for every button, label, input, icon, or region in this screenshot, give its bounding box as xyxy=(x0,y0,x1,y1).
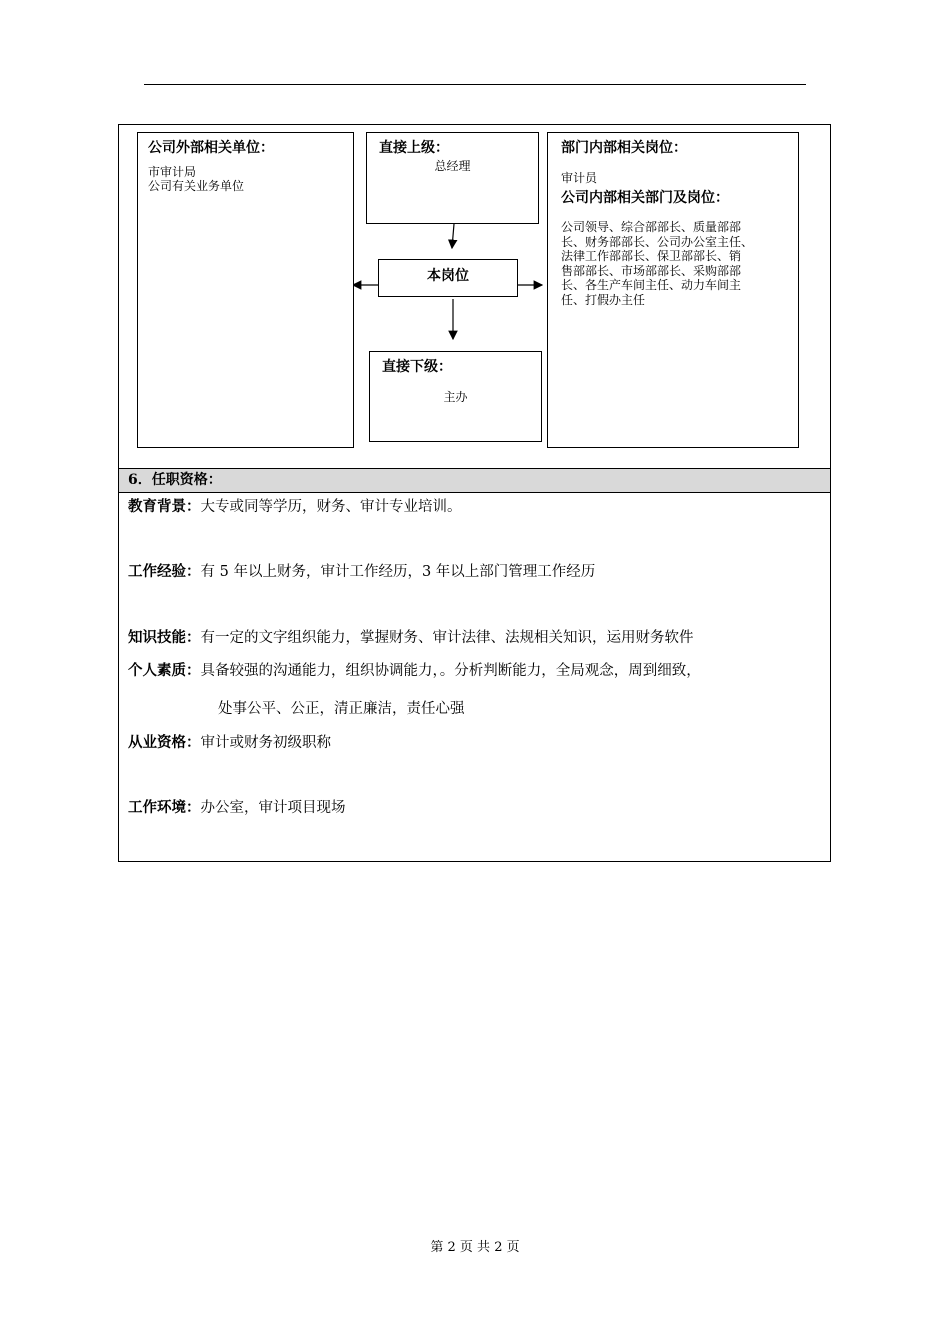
education-text: 大专或同等学历，财务、审计专业培训。 xyxy=(200,499,462,515)
experience-row xyxy=(128,562,595,582)
company-internal-line: 长、各生产车间主任、动力车间主 xyxy=(561,278,742,292)
external-units-title: 公司外部相关单位： xyxy=(148,140,274,156)
experience-text: 有 5 年以上财务，审计工作经历，3 年以上部门管理工作经历 xyxy=(200,564,596,580)
company-internal-line: 售部部长、市场部部长、采购部部 xyxy=(561,263,742,278)
personal-text: 具备较强的沟通能力，组织协调能力，。分析判断能力，全局观念，周到细致， xyxy=(200,663,701,679)
personal-label: 个人素质： xyxy=(128,662,201,679)
environment-row xyxy=(128,798,346,818)
org-chart xyxy=(119,125,830,468)
job-description-table xyxy=(118,124,831,862)
this-position-box xyxy=(378,259,518,297)
internal-positions-title: 部门内部相关岗位： xyxy=(561,140,687,156)
section-6-heading: 6．任职资格： xyxy=(119,468,830,493)
direct-superior-value: 总经理 xyxy=(434,159,471,173)
environment-label: 工作环境： xyxy=(128,799,201,816)
header-rule xyxy=(144,84,806,85)
knowledge-label: 知识技能： xyxy=(128,629,201,646)
direct-subordinate-value: 主办 xyxy=(443,390,468,404)
company-internal-line: 法律工作部部长、保卫部部长、销 xyxy=(561,249,742,263)
environment-text: 办公室，审计项目现场 xyxy=(200,800,346,816)
knowledge-row xyxy=(128,628,694,648)
internal-position-value: 审计员 xyxy=(561,171,598,185)
qualification-row xyxy=(128,733,331,753)
company-internal-title: 公司内部相关部门及岗位： xyxy=(561,190,729,206)
company-internal-line: 公司领导、综合部部长、质量部部 xyxy=(561,220,742,234)
direct-superior-box xyxy=(366,132,539,224)
external-unit-item: 市审计局 xyxy=(148,165,197,179)
company-internal-line: 任、打假办主任 xyxy=(561,292,646,307)
personal-row xyxy=(128,661,701,681)
qualification-text: 审计或财务初级职称 xyxy=(200,735,331,751)
external-units-box xyxy=(137,132,354,448)
education-row xyxy=(128,497,462,517)
direct-subordinate-title: 直接下级： xyxy=(382,359,452,375)
qualification-label: 从业资格： xyxy=(128,734,201,751)
personal-text-continued: 处事公平、公正，清正廉洁，责任心强 xyxy=(218,701,465,717)
arrow-superior-to-position xyxy=(452,224,454,248)
experience-label: 工作经验： xyxy=(128,563,201,580)
direct-subordinate-box xyxy=(369,351,542,442)
company-internal-line: 长、财务部部长、公司办公室主任、 xyxy=(561,234,754,249)
page-footer: 第 2 页 共 2 页 xyxy=(430,1240,520,1255)
external-unit-item: 公司有关业务单位 xyxy=(148,179,245,193)
direct-superior-title: 直接上级： xyxy=(379,140,449,156)
this-position-title: 本岗位 xyxy=(427,268,469,284)
knowledge-text: 有一定的文字组织能力，掌握财务、审计法律、法规相关知识，运用财务软件 xyxy=(200,630,694,646)
internal-positions-box xyxy=(547,132,799,448)
education-label: 教育背景： xyxy=(128,498,201,515)
